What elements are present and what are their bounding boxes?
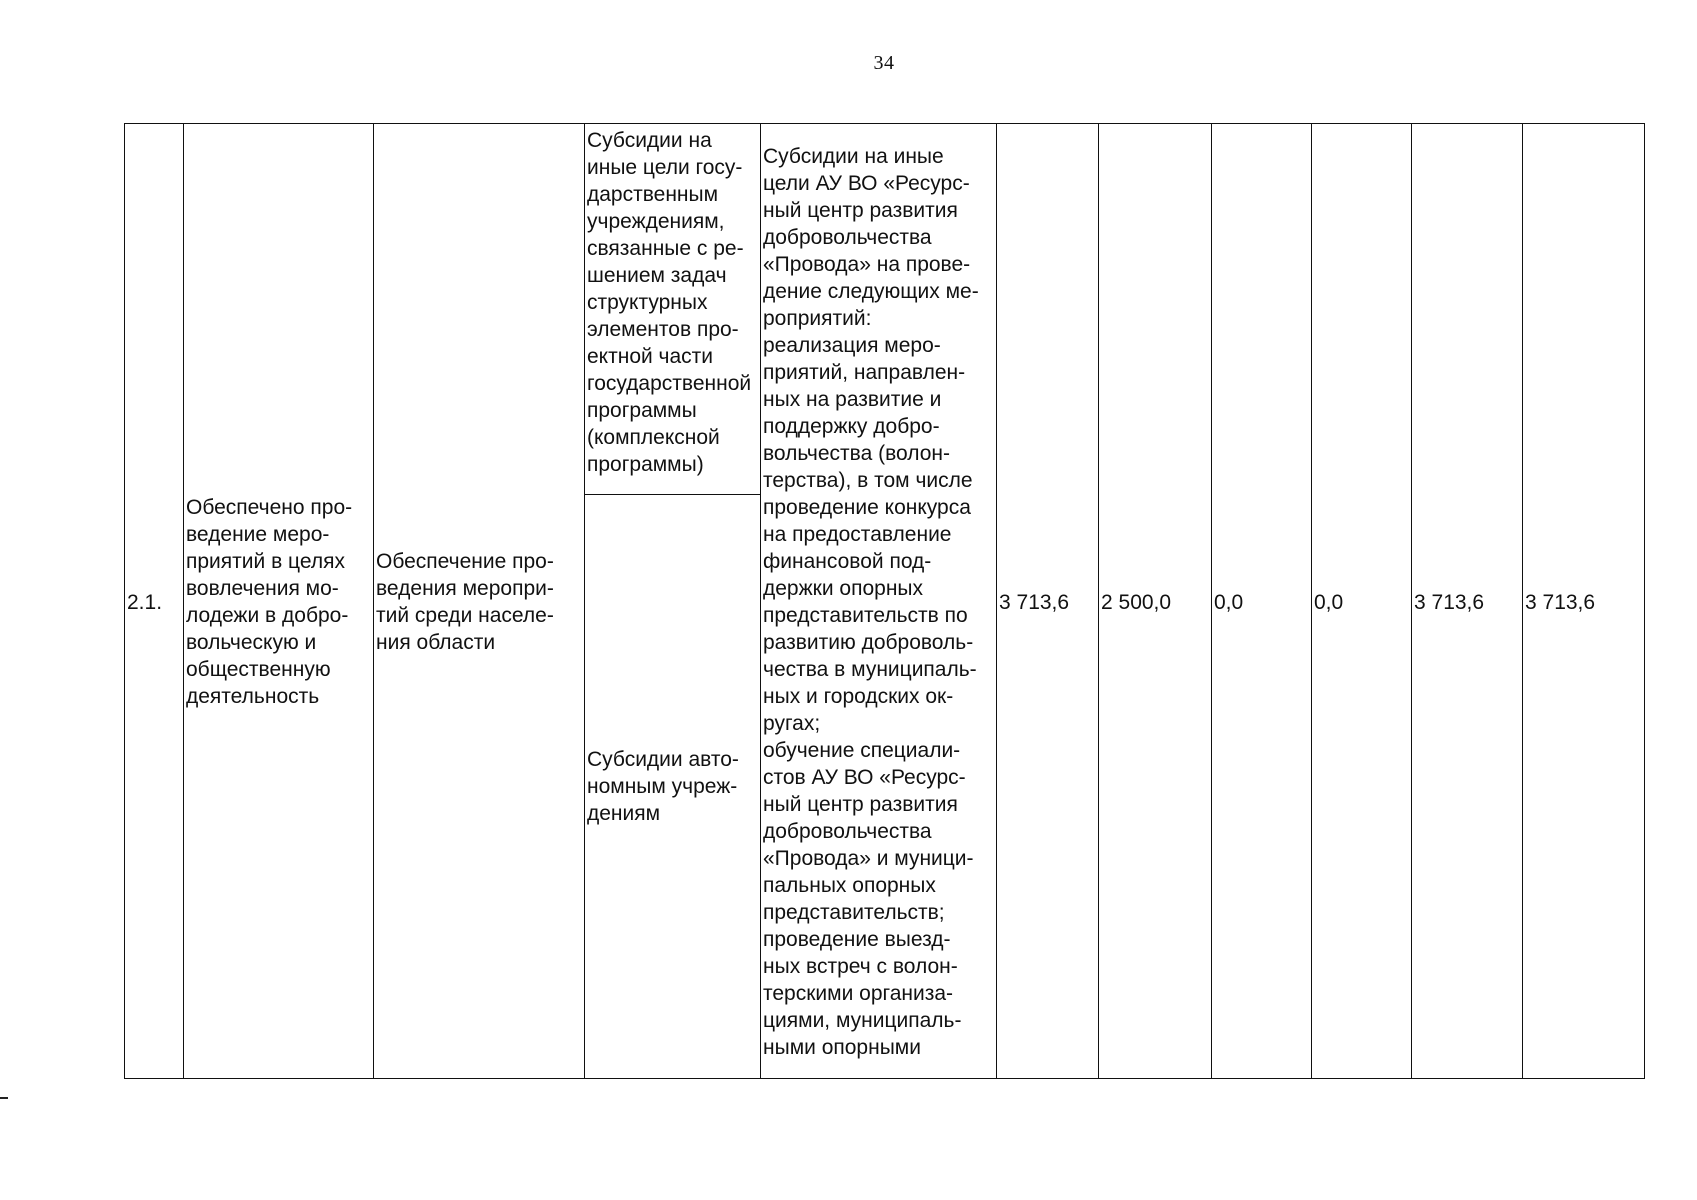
description-cell (761, 124, 997, 1079)
funding-type-cell (585, 124, 761, 1079)
page-number: 34 (873, 52, 895, 74)
value-cell (1412, 124, 1523, 1079)
budget-table (124, 123, 1645, 1079)
value-cell (997, 124, 1099, 1079)
value-cell (1212, 124, 1312, 1079)
description-text: Субсидии на иные цели АУ ВО «Ресурс- ный центр развития добровольчества «Провода» на прове- дение следующих ме- роприятий: реализация меро- приятий, направлен- ных на развитие и поддержку добро- вольчества (волон- терства), в том числе проведение конкурса на предоставление финансовой под- держки опорных представительств по развитию доброволь- чества в муниципаль- ных и городских ок- ругах; обучение специали- стов АУ ВО «Ресурс- ный центр развития добровольчества «Провода» и муници- пальных опорных представительств; проведение выезд- ных встреч с волон- терскими организа- циями, муниципаль- ными опорными (763, 145, 979, 1059)
value-3: 0,0 (1214, 590, 1244, 614)
funding-type-subsidy-other: Субсидии на иные цели госу- дарственным учреждениям, связанные с ре- шением задач структурных элементов про- ектной части государственной программы (комплексной программы) (585, 125, 760, 495)
table-row (125, 124, 1645, 1079)
activity-text: Обеспечение про- ведения меропри- тий среди населе- ния области (376, 550, 554, 654)
value-cell (1099, 124, 1212, 1079)
value-2: 2 500,0 (1101, 590, 1172, 614)
value-5: 3 713,6 (1414, 590, 1485, 614)
funding-type-subsidy-autonomous: Субсидии авто- номным учреж- дениям (587, 747, 739, 825)
value-1: 3 713,6 (999, 590, 1070, 614)
value-6: 3 713,6 (1525, 590, 1596, 614)
activity-cell (374, 124, 585, 1079)
value-cell (1312, 124, 1412, 1079)
value-cell (1523, 124, 1645, 1079)
funding-type-subsidy-autonomous-cell (585, 495, 760, 1077)
value-4: 0,0 (1314, 590, 1344, 614)
result-cell (184, 124, 374, 1079)
row-index: 2.1. (127, 590, 163, 614)
result-text: Обеспечено про- ведение меро- приятий в целях вовлечения мо- лодежи в добро- вольческую и общественную деятельность (186, 496, 353, 708)
row-index-cell (125, 124, 184, 1079)
margin-mark (0, 1097, 8, 1099)
